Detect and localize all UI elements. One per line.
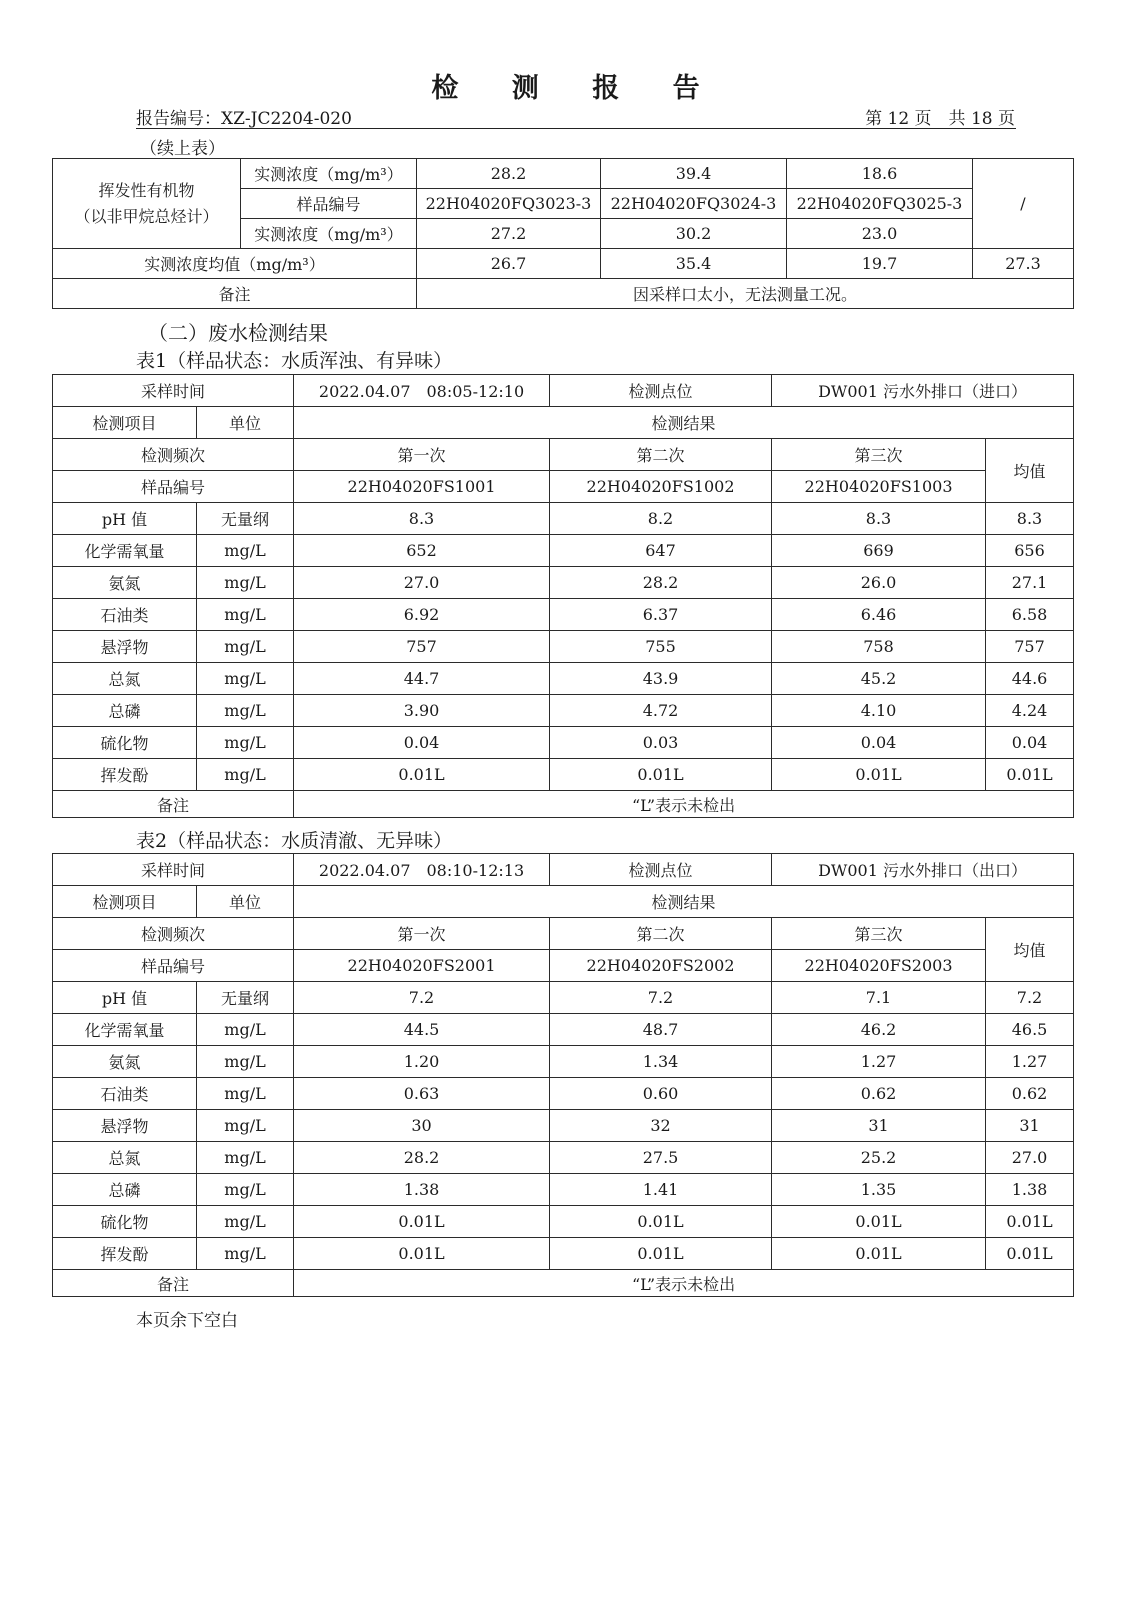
t1-value: 6.46 [772,599,986,631]
t1-item: 氨氮 [53,567,197,599]
table-row [53,1206,1074,1238]
voc-remark-label: 备注 [53,279,417,309]
t2-value: 0.60 [550,1078,772,1110]
t2-value: 44.5 [294,1014,550,1046]
table1-caption: 表1（样品状态：水质浑浊、有异味） [136,350,453,372]
t1-unit: mg/L [197,599,294,631]
t2-unit: mg/L [197,1174,294,1206]
t2-value: 0.62 [986,1078,1074,1110]
t1-freq: 第三次 [772,439,986,471]
t1-value: 27.1 [986,567,1074,599]
voc-table [52,158,1074,309]
t1-value: 656 [986,535,1074,567]
report-number: 报告编号：XZ-JC2204-020 [136,109,352,129]
t2-unit: mg/L [197,1110,294,1142]
t1-unit-label: 单位 [197,407,294,439]
t2-value: 0.01L [986,1238,1074,1270]
t1-value: 8.3 [294,503,550,535]
t1-sample-id: 22H04020FS1002 [550,471,772,503]
t1-unit: 无量纲 [197,503,294,535]
table2 [52,853,1074,1297]
voc-row3-label: 实测浓度（mg/m³） [241,219,417,249]
voc-cell: 28.2 [417,159,601,189]
t2-item: 挥发酚 [53,1238,197,1270]
t2-value: 0.01L [550,1238,772,1270]
t1-value: 757 [294,631,550,663]
t1-value: 0.01L [550,759,772,791]
t2-unit: 无量纲 [197,982,294,1014]
t1-value: 652 [294,535,550,567]
table-row [53,1014,1074,1046]
t1-item: 悬浮物 [53,631,197,663]
t1-value: 0.04 [986,727,1074,759]
t1-value: 6.92 [294,599,550,631]
t1-freq: 第二次 [550,439,772,471]
t1-unit: mg/L [197,727,294,759]
t2-value: 1.20 [294,1046,550,1078]
t2-value: 48.7 [550,1014,772,1046]
table-row [53,695,1074,727]
t2-freq: 第三次 [772,918,986,950]
t1-value: 4.24 [986,695,1074,727]
t2-value: 1.38 [294,1174,550,1206]
t2-value: 1.38 [986,1174,1074,1206]
t1-sample-id: 22H04020FS1001 [294,471,550,503]
t2-value: 0.01L [294,1238,550,1270]
table-row [53,1110,1074,1142]
t1-unit: mg/L [197,759,294,791]
t2-item: 总氮 [53,1142,197,1174]
t1-freq-label: 检测频次 [53,439,294,471]
t1-value: 27.0 [294,567,550,599]
table-row [53,1078,1074,1110]
t1-remark: “L”表示未检出 [294,791,1074,818]
t2-unit-label: 单位 [197,886,294,918]
t2-point-label: 检测点位 [550,854,772,886]
t1-item: 总磷 [53,695,197,727]
t2-avg-label: 均值 [986,918,1074,982]
t1-value: 6.58 [986,599,1074,631]
t1-value: 44.7 [294,663,550,695]
t1-value: 45.2 [772,663,986,695]
t2-unit: mg/L [197,1014,294,1046]
t2-unit: mg/L [197,1078,294,1110]
table-row [53,727,1074,759]
t1-item: pH 值 [53,503,197,535]
table1 [52,374,1074,818]
voc-cell: 26.7 [417,249,601,279]
t2-value: 0.01L [294,1206,550,1238]
t2-result-label: 检测结果 [294,886,1074,918]
table-row [53,1142,1074,1174]
t1-item-label: 检测项目 [53,407,197,439]
page-remainder-blank-note: 本页余下空白 [136,1311,238,1331]
t1-value: 8.2 [550,503,772,535]
voc-cell: 27.3 [973,249,1074,279]
voc-cell: 22H04020FQ3024-3 [601,189,787,219]
voc-cell: 22H04020FQ3023-3 [417,189,601,219]
t1-value: 4.72 [550,695,772,727]
voc-cell: 23.0 [787,219,973,249]
t2-point: DW001 污水外排口（出口） [772,854,1074,886]
table-row [53,759,1074,791]
t1-unit: mg/L [197,695,294,727]
t1-item: 总氮 [53,663,197,695]
table-row [53,1046,1074,1078]
t1-point-label: 检测点位 [550,375,772,407]
t2-item: 石油类 [53,1078,197,1110]
t2-sample-id: 22H04020FS2002 [550,950,772,982]
t2-value: 0.62 [772,1078,986,1110]
continued-note: （续上表） [140,139,225,159]
t2-sampling-time-label: 采样时间 [53,854,294,886]
t1-value: 0.01L [294,759,550,791]
t2-value: 46.5 [986,1014,1074,1046]
t2-sample-id: 22H04020FS2003 [772,950,986,982]
table-row [53,567,1074,599]
t1-sampling-time: 2022.04.07 08:05-12:10 [294,375,550,407]
t1-item: 硫化物 [53,727,197,759]
t2-value: 0.01L [772,1238,986,1270]
t1-avg-label: 均值 [986,439,1074,503]
t2-value: 1.41 [550,1174,772,1206]
t1-value: 3.90 [294,695,550,727]
table-row [53,663,1074,695]
t1-value: 757 [986,631,1074,663]
t1-value: 43.9 [550,663,772,695]
t2-item: 硫化物 [53,1206,197,1238]
t2-value: 1.35 [772,1174,986,1206]
t2-sample-label: 样品编号 [53,950,294,982]
t2-freq: 第二次 [550,918,772,950]
t2-freq-label: 检测频次 [53,918,294,950]
voc-group-label: 挥发性有机物 （以非甲烷总烃计） [53,159,241,249]
t1-item: 石油类 [53,599,197,631]
t1-value: 758 [772,631,986,663]
t1-value: 0.04 [772,727,986,759]
t2-value: 31 [986,1110,1074,1142]
t2-value: 1.27 [986,1046,1074,1078]
t2-sample-id: 22H04020FS2001 [294,950,550,982]
t2-value: 0.01L [550,1206,772,1238]
t1-sample-id: 22H04020FS1003 [772,471,986,503]
t2-value: 0.01L [772,1206,986,1238]
t1-value: 647 [550,535,772,567]
page-indicator: 第 12 页 共 18 页 [865,109,1015,129]
t1-remark-label: 备注 [53,791,294,818]
t1-value: 0.04 [294,727,550,759]
t1-sampling-time-label: 采样时间 [53,375,294,407]
t1-value: 0.01L [986,759,1074,791]
t2-unit: mg/L [197,1206,294,1238]
t1-value: 669 [772,535,986,567]
table2-caption: 表2（样品状态：水质清澈、无异味） [136,830,453,852]
t1-point: DW001 污水外排口（进口） [772,375,1074,407]
table-row [53,599,1074,631]
t2-unit: mg/L [197,1142,294,1174]
t1-unit: mg/L [197,535,294,567]
t2-unit: mg/L [197,1046,294,1078]
t1-unit: mg/L [197,663,294,695]
t2-item-label: 检测项目 [53,886,197,918]
t2-item: pH 值 [53,982,197,1014]
t1-value: 4.10 [772,695,986,727]
t2-value: 1.34 [550,1046,772,1078]
t1-value: 26.0 [772,567,986,599]
t2-unit: mg/L [197,1238,294,1270]
t2-value: 7.1 [772,982,986,1014]
table-row [53,503,1074,535]
t2-value: 32 [550,1110,772,1142]
t1-value: 755 [550,631,772,663]
t1-freq: 第一次 [294,439,550,471]
t1-unit: mg/L [197,631,294,663]
t1-value: 0.01L [772,759,986,791]
voc-cell: 39.4 [601,159,787,189]
t2-remark-label: 备注 [53,1270,294,1297]
t1-result-label: 检测结果 [294,407,1074,439]
t1-value: 6.37 [550,599,772,631]
t1-sample-label: 样品编号 [53,471,294,503]
t2-value: 27.5 [550,1142,772,1174]
t2-value: 1.27 [772,1046,986,1078]
t1-value: 8.3 [986,503,1074,535]
t2-value: 7.2 [986,982,1074,1014]
t2-remark: “L”表示未检出 [294,1270,1074,1297]
voc-cell: 18.6 [787,159,973,189]
table-row [53,982,1074,1014]
voc-slash: / [973,159,1074,249]
t1-value: 44.6 [986,663,1074,695]
t2-value: 0.63 [294,1078,550,1110]
table-row [53,631,1074,663]
header-divider [136,128,1016,129]
t2-item: 氨氮 [53,1046,197,1078]
t2-sampling-time: 2022.04.07 08:10-12:13 [294,854,550,886]
voc-avg-label: 实测浓度均值（mg/m³） [53,249,417,279]
t2-freq: 第一次 [294,918,550,950]
t2-value: 7.2 [294,982,550,1014]
voc-row1-label: 实测浓度（mg/m³） [241,159,417,189]
t1-value: 28.2 [550,567,772,599]
t1-unit: mg/L [197,567,294,599]
voc-cell: 35.4 [601,249,787,279]
table-row [53,1238,1074,1270]
t2-item: 化学需氧量 [53,1014,197,1046]
table-row [53,535,1074,567]
t1-value: 0.03 [550,727,772,759]
t2-item: 悬浮物 [53,1110,197,1142]
voc-cell: 27.2 [417,219,601,249]
t2-value: 30 [294,1110,550,1142]
t2-value: 31 [772,1110,986,1142]
voc-cell: 22H04020FQ3025-3 [787,189,973,219]
voc-row2-label: 样品编号 [241,189,417,219]
voc-remark: 因采样口太小，无法测量工况。 [417,279,1074,309]
t1-item: 化学需氧量 [53,535,197,567]
t2-value: 25.2 [772,1142,986,1174]
t2-value: 27.0 [986,1142,1074,1174]
t2-value: 28.2 [294,1142,550,1174]
voc-cell: 30.2 [601,219,787,249]
t1-value: 8.3 [772,503,986,535]
t1-item: 挥发酚 [53,759,197,791]
t2-item: 总磷 [53,1174,197,1206]
section-title: （二）废水检测结果 [148,321,328,345]
voc-cell: 19.7 [787,249,973,279]
table-row [53,1174,1074,1206]
t2-value: 46.2 [772,1014,986,1046]
t2-value: 7.2 [550,982,772,1014]
t2-value: 0.01L [986,1206,1074,1238]
report-title: 检 测 报 告 [431,73,722,104]
